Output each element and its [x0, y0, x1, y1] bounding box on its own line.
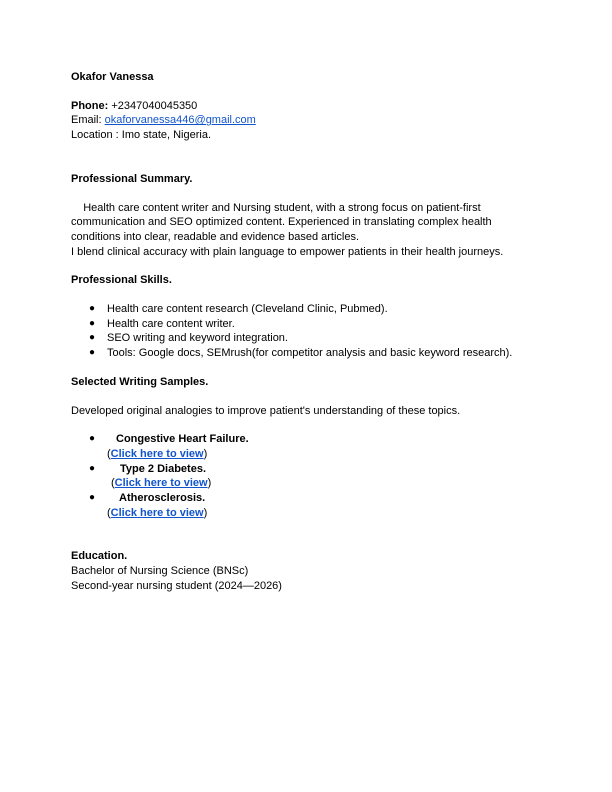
sample-view-link[interactable]: Click here to view — [114, 477, 208, 490]
sample-title: Type 2 Diabetes. — [120, 462, 206, 475]
bullet-icon: ● — [89, 462, 96, 474]
summary-line: communication and SEO optimized content. Experienced in translating complex health — [71, 216, 492, 229]
close-paren: ) — [203, 447, 208, 460]
location-line: Location : Imo state, Nigeria. — [71, 129, 212, 142]
skills-heading: Professional Skills. — [71, 274, 172, 287]
skill-item — [71, 317, 551, 332]
skill-item — [71, 346, 551, 361]
contact-block — [71, 99, 551, 143]
sample-view-link[interactable]: Click here to view — [110, 447, 204, 460]
close-paren: ) — [207, 477, 212, 490]
skill-item — [71, 302, 551, 317]
phone-label: Phone: — [71, 99, 109, 112]
open-paren: ( — [111, 477, 115, 490]
sample-title: Congestive Heart Failure. — [116, 433, 249, 446]
education-heading: Education. — [71, 550, 128, 563]
skill-text: Health care content research (Cleveland Clinic, Pubmed). — [107, 303, 388, 316]
samples-heading: Selected Writing Samples. — [71, 375, 209, 388]
summary-paragraph — [71, 201, 551, 260]
skill-text: Tools: Google docs, SEMrush(for competitor analysis and basic keyword research). — [107, 347, 513, 360]
candidate-name: Okafor Vanessa — [71, 71, 154, 83]
bullet-icon: ● — [89, 347, 96, 359]
summary-line: I blend clinical accuracy with plain language to empower patients in their health journeys. — [71, 245, 504, 258]
sample-view-link[interactable]: Click here to view — [110, 506, 204, 519]
bullet-icon: ● — [89, 332, 96, 344]
summary-line: conditions into clear, readable and evidence based articles. — [71, 230, 360, 243]
summary-line: Health care content writer and Nursing student, with a strong focus on patient-first — [71, 201, 481, 214]
bullet-icon: ● — [89, 303, 96, 315]
samples-intro: Developed original analogies to improve patient's understanding of these topics. — [71, 404, 461, 417]
bullet-icon: ● — [89, 433, 96, 445]
skills-list — [71, 302, 551, 361]
sample-title: Atherosclerosis. — [119, 492, 206, 505]
open-paren: ( — [107, 447, 111, 460]
sample-link-line — [107, 476, 551, 491]
resume-document — [71, 70, 551, 594]
sample-link-line — [107, 447, 551, 462]
email-label: Email: — [71, 114, 102, 127]
sample-item — [71, 491, 551, 520]
email-line — [71, 113, 551, 128]
email-link[interactable]: okaforvanessa446@gmail.com — [104, 114, 256, 127]
sample-item — [71, 462, 551, 491]
education-status: Second-year nursing student (2024—2026) — [71, 579, 282, 592]
samples-list — [71, 432, 551, 520]
bullet-icon: ● — [89, 317, 96, 329]
open-paren: ( — [107, 506, 111, 519]
sample-link-line — [107, 506, 551, 521]
sample-item — [71, 432, 551, 461]
phone-value: +2347040045350 — [111, 99, 198, 112]
skill-item — [71, 331, 551, 346]
close-paren: ) — [203, 506, 208, 519]
bullet-icon: ● — [89, 492, 96, 504]
summary-heading: Professional Summary. — [71, 172, 193, 185]
phone-line — [71, 99, 551, 114]
skill-text: SEO writing and keyword integration. — [107, 332, 288, 345]
education-degree: Bachelor of Nursing Science (BNSc) — [71, 565, 249, 578]
skill-text: Health care content writer. — [107, 317, 235, 330]
